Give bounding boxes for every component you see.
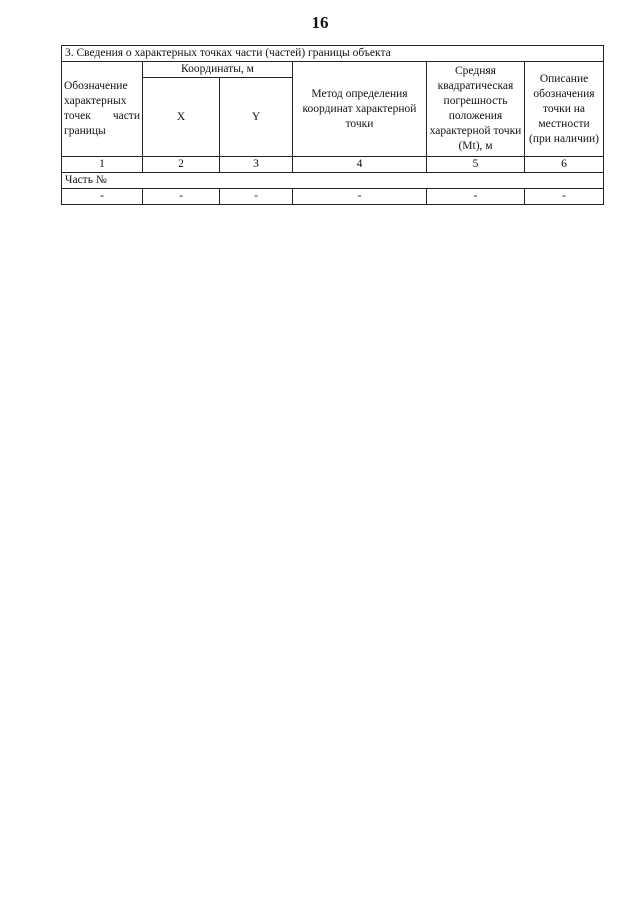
table-cell: - xyxy=(525,189,604,205)
table-cell: - xyxy=(427,189,525,205)
column-number: 5 xyxy=(427,157,525,173)
header-error: Средняя квадратическая погрешность положения характерной точки (Mt), м xyxy=(427,62,525,157)
header-designation: Обозначение характерных точек части границы xyxy=(62,62,143,157)
column-number: 3 xyxy=(220,157,293,173)
header-description: Описание обозначения точки на местности (при наличии) xyxy=(525,62,604,157)
part-label: Часть № xyxy=(62,173,604,189)
column-number: 4 xyxy=(293,157,427,173)
header-row-1 xyxy=(62,62,604,78)
table-cell: - xyxy=(143,189,220,205)
table-cell: - xyxy=(220,189,293,205)
header-x: X xyxy=(143,78,220,157)
column-number: 2 xyxy=(143,157,220,173)
column-numbers-row xyxy=(62,157,604,173)
part-row xyxy=(62,173,604,189)
characteristic-points-table xyxy=(61,45,604,205)
section-title-row xyxy=(62,46,604,62)
column-number: 1 xyxy=(62,157,143,173)
section-title: 3. Сведения о характерных точках части (частей) границы объекта xyxy=(62,46,604,62)
table-cell: - xyxy=(293,189,427,205)
column-number: 6 xyxy=(525,157,604,173)
page-number: 16 xyxy=(311,13,329,32)
header-y: Y xyxy=(220,78,293,157)
table-row xyxy=(62,189,604,205)
header-method: Метод определения координат характерной точки xyxy=(293,62,427,157)
table-cell: - xyxy=(62,189,143,205)
header-coordinates: Координаты, м xyxy=(143,62,293,78)
